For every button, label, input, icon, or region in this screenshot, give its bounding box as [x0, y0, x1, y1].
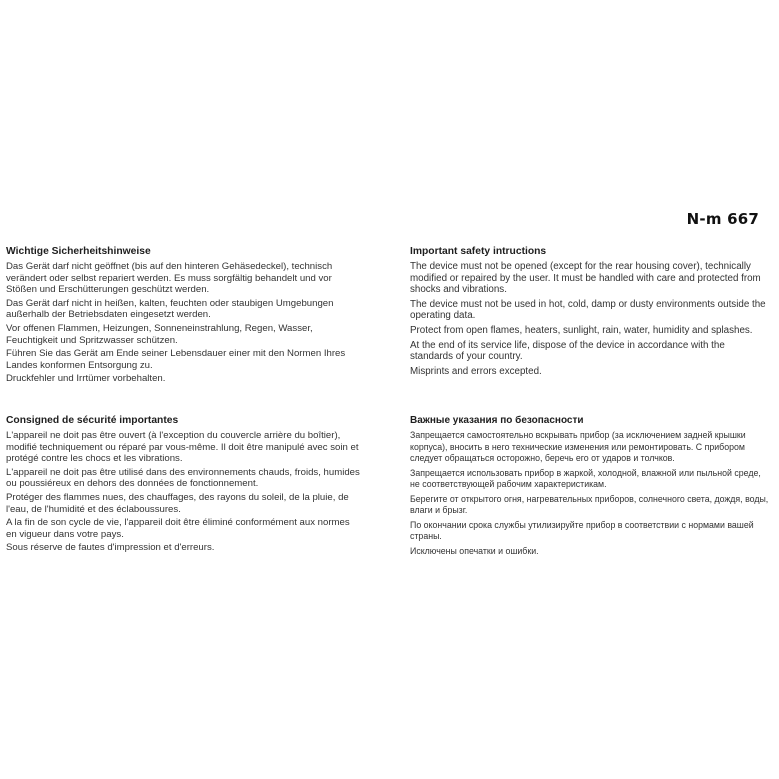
english-paragraph: Misprints and errors excepted.	[410, 365, 542, 377]
russian-paragraph: Запрещается использовать прибор в жаркой, холодной, влажной или пыльной среде, не соответствующей рабочим характеристикам.	[410, 467, 761, 489]
french-heading: Consigned de sécurité importantes	[6, 415, 179, 426]
german-safety-section	[6, 245, 361, 387]
russian-paragraph: Запрещается самостоятельно вскрывать прибор (за исключением задней крышки корпуса), вносить в него технические изменения или ремонтировать. С прибором следует обращаться осторожно, беречь его от ударов и толчков.	[410, 430, 746, 463]
english-paragraph: The device must not be used in hot, cold, damp or dusty environments outside the operating data.	[410, 298, 766, 322]
russian-paragraph: Берегите от открытого огня, нагревательных приборов, солнечного света, дождя, воды, влаги и брызг.	[410, 493, 769, 515]
german-paragraph: Das Gerät darf nicht geöffnet (bis auf den hinteren Gehäsedeckel), technisch verändert oder selbst repariert werden. Es muss sorgfältig behandelt und vor Stößen und Erschütterungen geschützt werden.	[6, 261, 333, 296]
french-paragraph: A la fin de son cycle de vie, l'appareil doit être éliminé conformément aux normes en vigueur dans votre pays.	[6, 517, 350, 540]
english-paragraph: At the end of its service life, dispose of the device in accordance with the standards of your country.	[410, 339, 725, 363]
german-paragraph: Druckfehler und Irrtümer vorbehalten.	[6, 373, 166, 385]
english-paragraph: The device must not be opened (except for the rear housing cover), technically modified or repaired by the user. It must be handled with care and protected from shocks and vibrations.	[410, 261, 761, 296]
french-paragraph: Protéger des flammes nues, des chauffages, des rayons du soleil, de la pluie, de l'eau, de l'humidité et des éclaboussures.	[6, 491, 349, 515]
french-paragraph: L'appareil ne doit pas être ouvert (à l'exception du couvercle arrière du boîtier), modifié techniquement ou réparé par vous-même. Il doit être manipulé avec soin et protégé contre les chocs et les vibrations.	[6, 430, 359, 465]
german-paragraph: Das Gerät darf nicht in heißen, kalten, feuchten oder staubigen Umgebungen außerhalb der Betriebsdaten eingesetzt werden.	[6, 297, 334, 321]
russian-safety-section	[410, 414, 770, 560]
german-heading: Wichtige Sicherheitshinweise	[6, 246, 151, 257]
english-heading: Important safety intructions	[410, 246, 547, 257]
french-paragraph: L'appareil ne doit pas être utilisé dans des environnements chauds, froids, humides ou poussiéreux en dehors des données de fonctionnement.	[6, 466, 360, 490]
russian-paragraph: По окончании срока службы утилизируйте прибор в соответствии с нормами вашей страны.	[410, 519, 754, 541]
russian-heading: Важные указания по безопасности	[410, 415, 584, 426]
english-safety-section	[410, 245, 770, 380]
model-number: N-m 667	[686, 210, 759, 228]
russian-paragraph: Исключены опечатки и ошибки.	[410, 545, 539, 556]
french-safety-section	[6, 414, 361, 556]
german-paragraph: Vor offenen Flammen, Heizungen, Sonneneinstrahlung, Regen, Wasser, Feuchtigkeit und Spritzwasser schützen.	[6, 322, 313, 346]
english-paragraph: Protect from open flames, heaters, sunlight, rain, water, humidity and splashes.	[410, 324, 753, 336]
german-paragraph: Führen Sie das Gerät am Ende seiner Lebensdauer einer mit den Normen Ihres Landes konformen Entsorgung zu.	[6, 348, 346, 371]
french-paragraph: Sous réserve de fautes d'impression et d'erreurs.	[6, 542, 215, 554]
